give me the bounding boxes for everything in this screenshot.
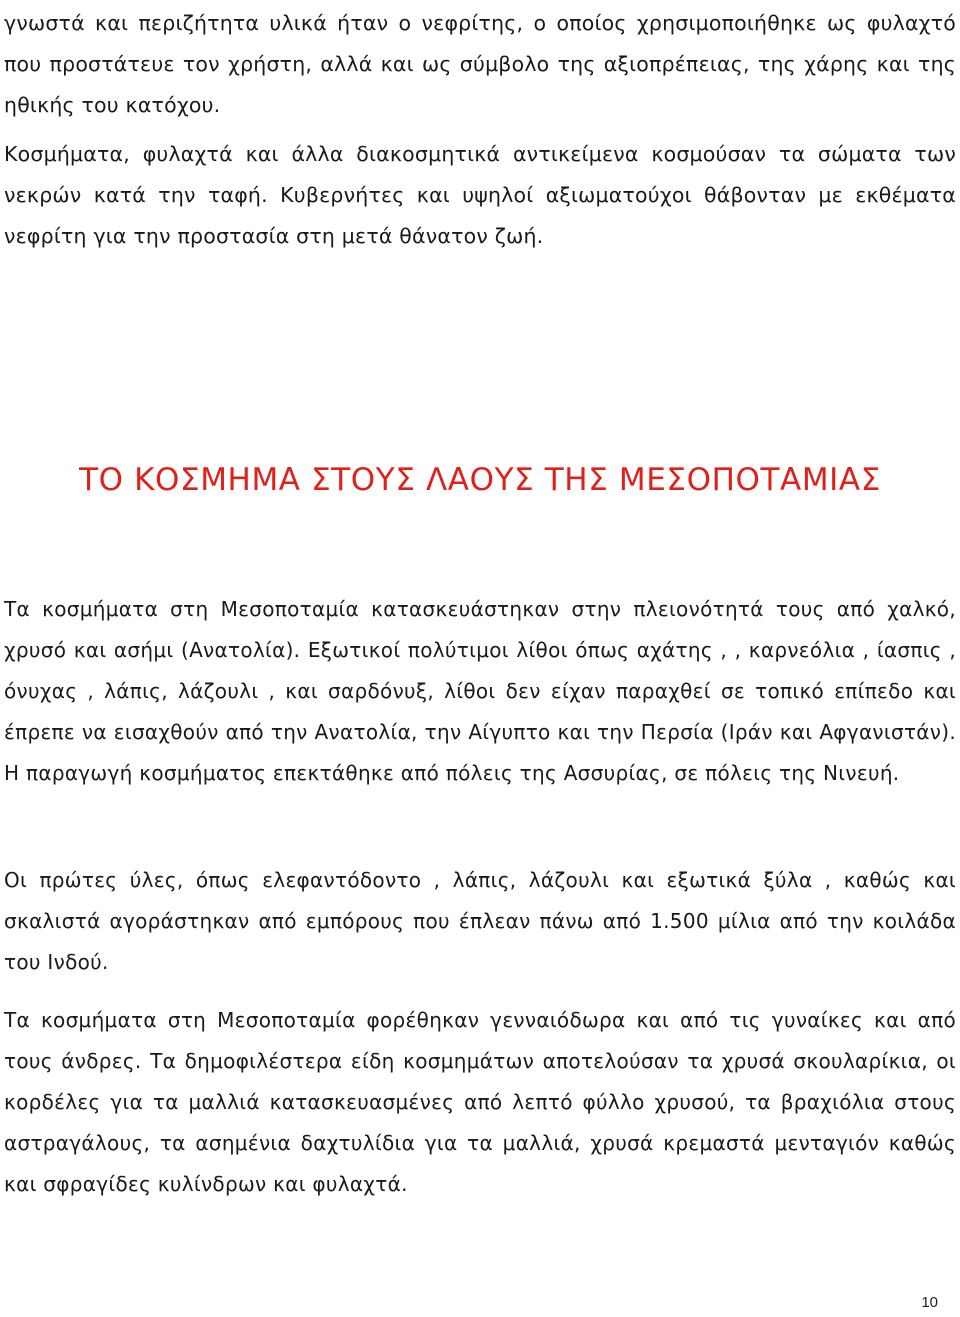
section-heading: ΤΟ ΚΟΣΜΗΜΑ ΣΤΟΥΣ ΛΑΟΥΣ ΤΗΣ ΜΕΣΟΠΟΤΑΜΙΑΣ <box>79 462 881 498</box>
paragraph-materials: Τα κοσμήματα στη Μεσοποταμία κατασκευάστηκαν στην πλειονότητά τους από χαλκό, χρυσό και ασήμι (Ανατολία). Εξωτικοί πολύτιμοι λίθοι όπως αχάτης , , καρνεόλια , ίασπις , όνυχας , λάπις, λάζουλι , και σαρδόνυξ, λίθοι δεν είχαν παραχθεί σε τοπικό επίπεδο και έπρεπε να εισαχθούν από την Ανατολία, την Αίγυπτο και την Περσία (Ιράν και Αφγανιστάν). Η παραγωγή κοσμήματος επεκτάθηκε από πόλεις της Ασσυρίας, σε πόλεις της Νινευή. <box>4 597 956 785</box>
paragraph-raw-materials: Οι πρώτες ύλες, όπως ελεφαντόδοντο , λάπις, λάζουλι και εξωτικά ξύλα , καθώς και σκαλιστά αγοράστηκαν από εμπόρους που έπλεαν πάνω από 1.500 μίλια από την κοιλάδα του Ινδού. <box>4 868 956 974</box>
page-number: 10 <box>921 1294 938 1311</box>
paragraph-jewelry-types: Τα κοσμήματα στη Μεσοποταμία φορέθηκαν γενναιόδωρα και από τις γυναίκες και από τους άνδρες. Τα δημοφιλέστερα είδη κοσμημάτων αποτελούσαν τα χρυσά σκουλαρίκια, οι κορδέλες για τα μαλλιά κατασκευασμένες από λεπτό φύλλο χρυσού, τα βραχιόλια στους αστραγάλους, τα ασημένια δαχτυλίδια για τα μαλλιά, χρυσά κρεμαστά μενταγιόν καθώς και σφραγίδες κυλίνδρων και φυλαχτά. <box>4 1008 956 1196</box>
intro-paragraph-burial: Κοσμήματα, φυλαχτά και άλλα διακοσμητικά αντικείμενα κοσμούσαν τα σώματα των νεκρών κατά την ταφή. Κυβερνήτες και υψηλοί αξιωματούχοι θάβονταν με εκθέματα νεφρίτη για την προστασία στη μετά θάνατον ζωή. <box>4 142 956 248</box>
intro-paragraph-jade: γνωστά και περιζήτητα υλικά ήταν ο νεφρίτης, ο οποίος χρησιμοποιήθηκε ως φυλαχτό που προστάτευε τον χρήστη, αλλά και ως σύμβολο της αξιοπρέπειας, της χάρης και της ηθικής του κατόχου. <box>4 11 956 117</box>
